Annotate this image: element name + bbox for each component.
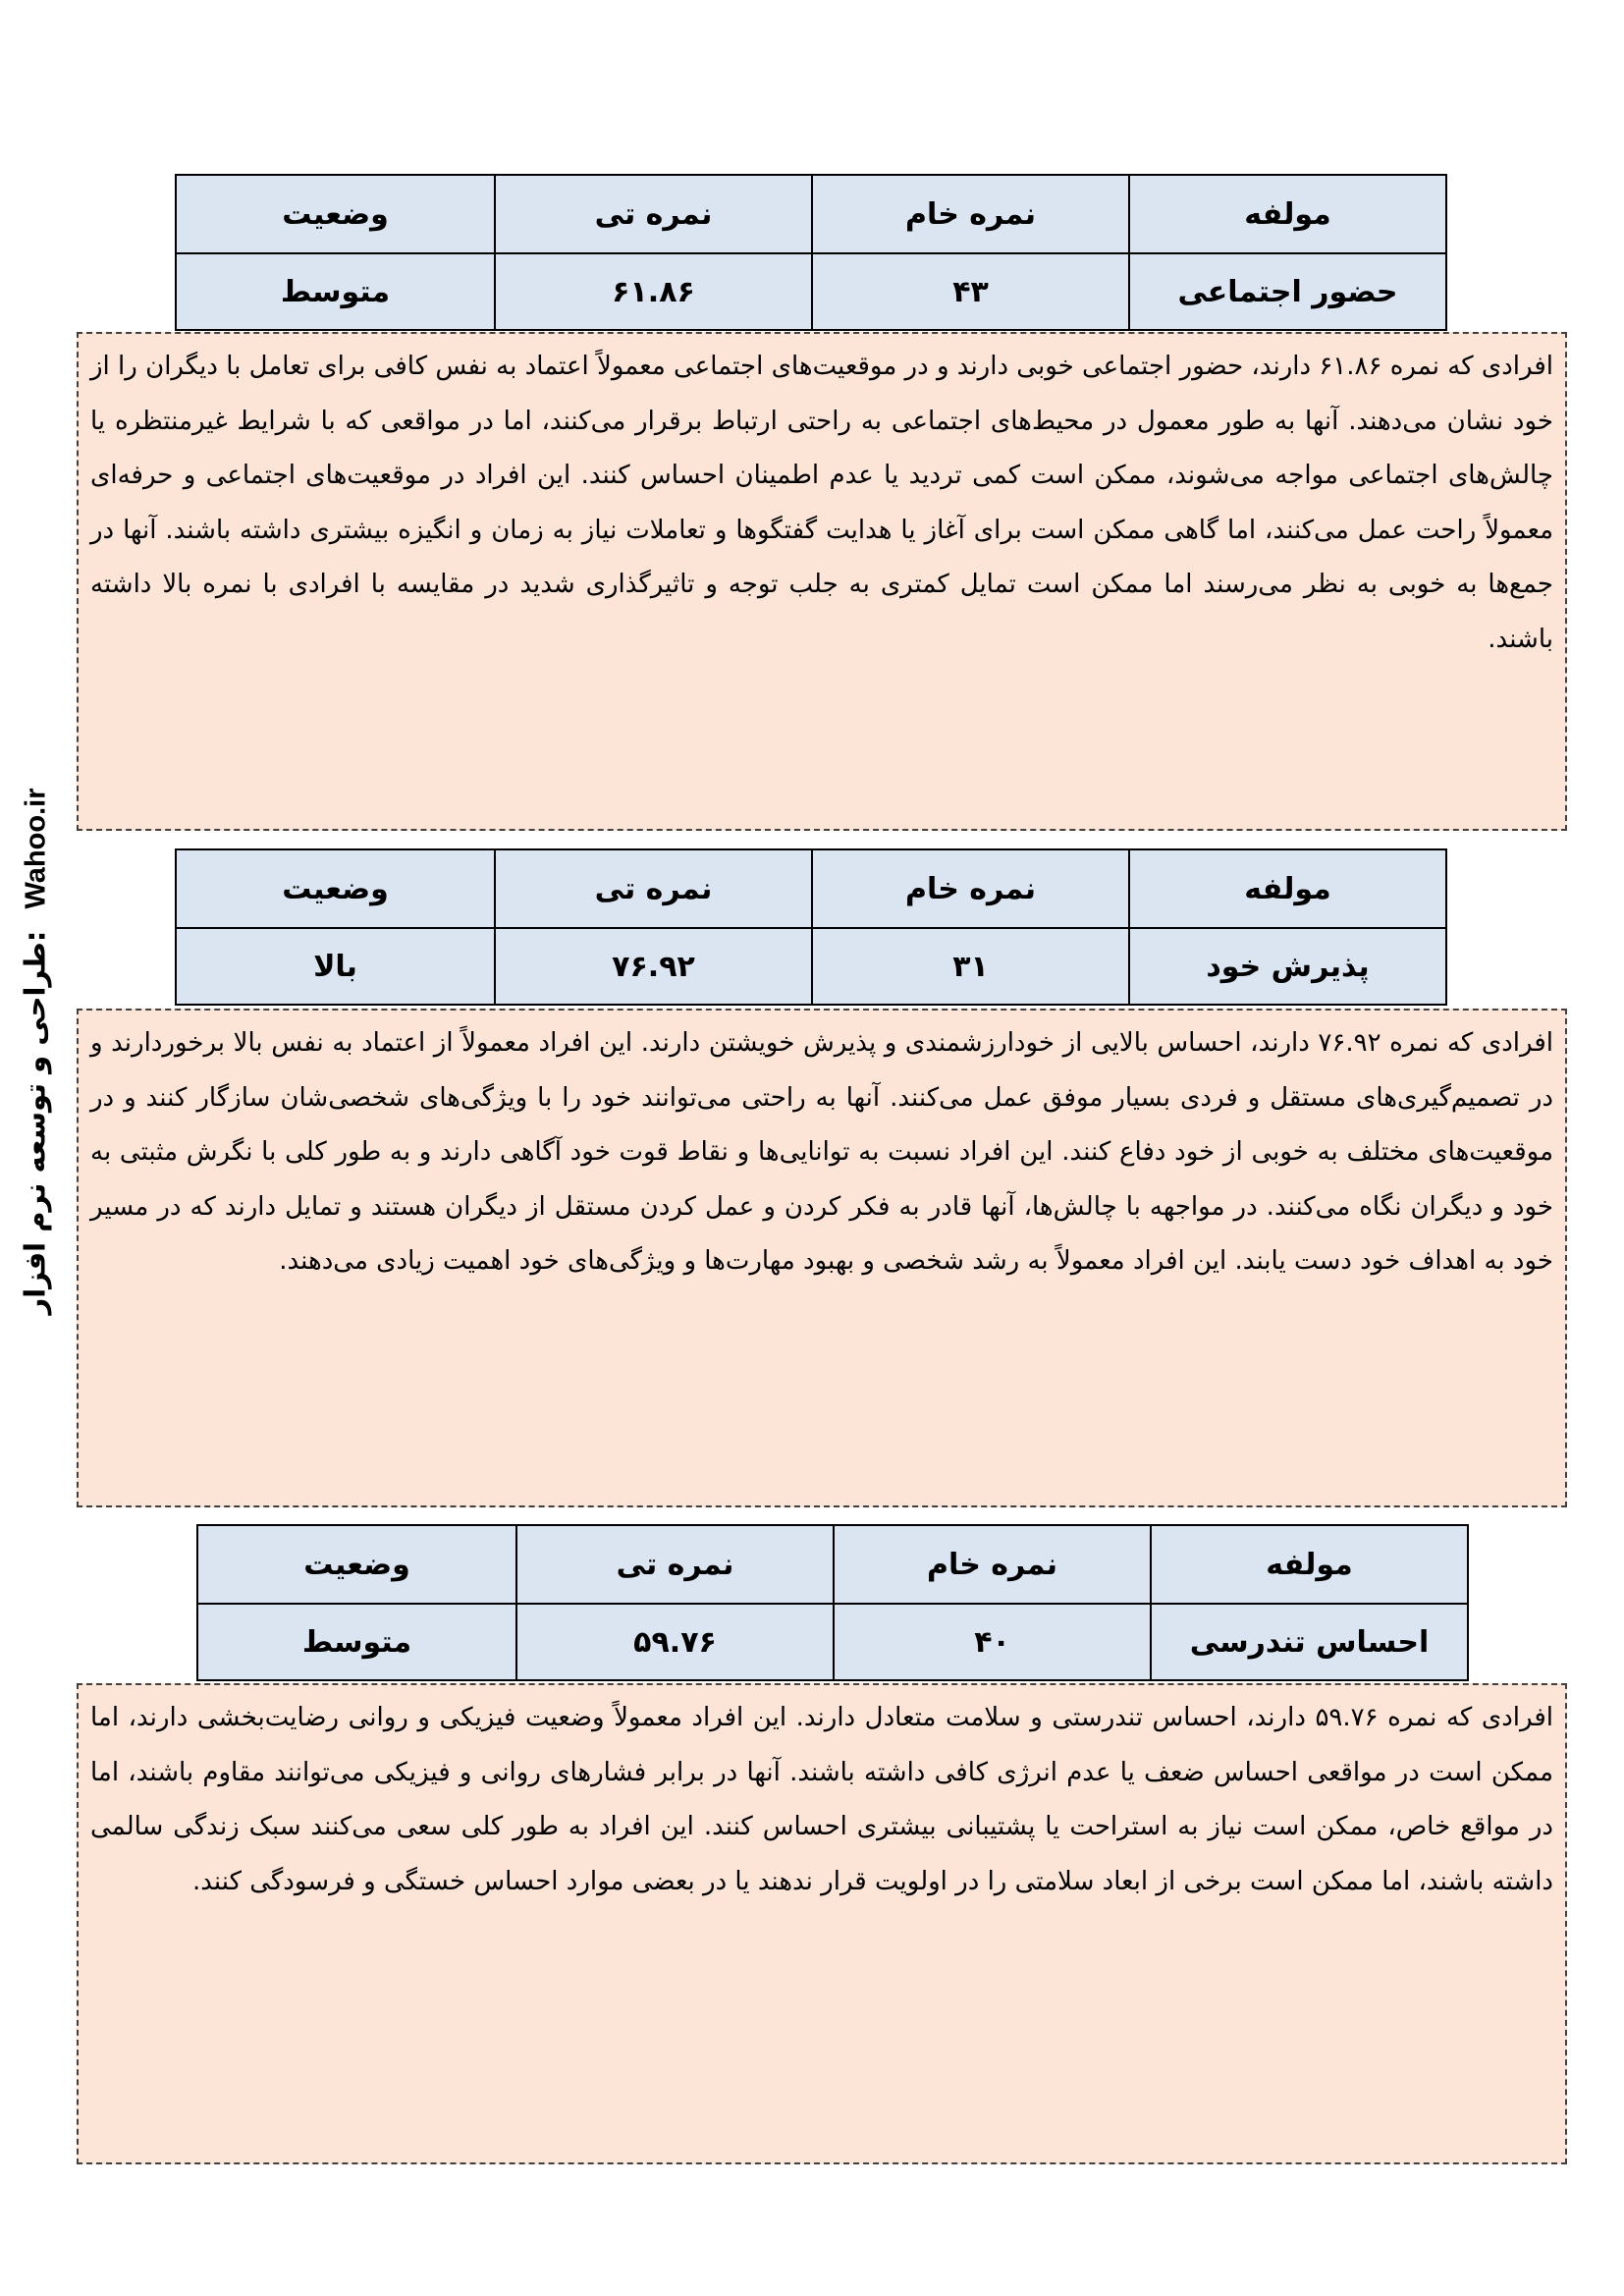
description-text: افرادی که نمره ۶۱.۸۶ دارند، حضور اجتماعی خوبی دارند و در موقعیت‌های اجتماعی معمولاً اعتماد به نفس کافی برای تعامل با دیگران را از خود نشان می‌دهند. آنها به طور معمول در محیط‌های اجتماعی به راحتی ارتباط برقرار می‌کنند، اما در مواقعی که با شرایط غیرمنتظره یا چالش‌های اجتماعی مواجه می‌شوند، ممکن است کمی تردید یا عدم اطمینان احساس کنند. این افراد در موقعیت‌های اجتماعی و حرفه‌ای معمولاً راحت عمل می‌کنند، اما گاهی ممکن است برای آغاز یا هدایت گفتگوها و تعاملات نیاز به زمان و انگیزه بیشتری داشته باشند. آنها در جمع‌ها به خوبی به نظر می‌رسند اما ممکن است تمایل کمتری به جلب توجه و تاثیرگذاری شدید در مقایسه با افرادی با نمره بالا داشته باشند. bbox=[90, 352, 1553, 654]
side-credit bbox=[6, 766, 65, 1336]
header-raw: نمره خام bbox=[834, 1525, 1151, 1604]
header-status: وضعیت bbox=[176, 175, 495, 253]
credit-title: طراحی و توسعه نرم افزار: bbox=[18, 930, 52, 1314]
component-value: حضور اجتماعی bbox=[1129, 253, 1446, 330]
description-box-2 bbox=[77, 1009, 1567, 1507]
credit-site: Wahoo.ir bbox=[20, 788, 52, 908]
component-value: احساس تندرسی bbox=[1151, 1604, 1468, 1680]
header-t: نمره تی bbox=[516, 1525, 834, 1604]
header-t: نمره تی bbox=[495, 175, 812, 253]
score-table-3 bbox=[196, 1524, 1469, 1681]
status-value: متوسط bbox=[197, 1604, 516, 1680]
description-text: افرادی که نمره ۵۹.۷۶ دارند، احساس تندرستی و سلامت متعادل دارند. این افراد معمولاً وضعیت فیزیکی و روانی رضایت‌بخشی دارند، اما ممکن است در مواقعی احساس ضعف یا عدم انرژی کافی داشته باشند. آنها در برابر فشارهای روانی و فیزیکی می‌توانند مقاوم باشند، اما در مواقع خاص، ممکن است نیاز به استراحت یا پشتیبانی بیشتری احساس کنند. این افراد به طور کلی سعی می‌کنند سبک زندگی سالمی داشته باشند، اما ممکن است برخی از ابعاد سلامتی را در اولویت قرار ندهند یا در بعضی موارد احساس خستگی و فرسودگی کنند. bbox=[90, 1703, 1553, 1896]
description-box-1 bbox=[77, 332, 1567, 831]
header-status: وضعیت bbox=[176, 849, 495, 928]
raw-score-value: ۴۰ bbox=[834, 1604, 1151, 1680]
raw-score-value: ۳۱ bbox=[812, 928, 1129, 1005]
header-component: مولفه bbox=[1129, 175, 1446, 253]
header-t: نمره تی bbox=[495, 849, 812, 928]
header-component: مولفه bbox=[1129, 849, 1446, 928]
status-value: متوسط bbox=[176, 253, 495, 330]
status-value: بالا bbox=[176, 928, 495, 1005]
t-score-value: ۵۹.۷۶ bbox=[516, 1604, 834, 1680]
description-box-3 bbox=[77, 1683, 1567, 2164]
header-component: مولفه bbox=[1151, 1525, 1468, 1604]
header-status: وضعیت bbox=[197, 1525, 516, 1604]
score-table-1 bbox=[175, 174, 1447, 331]
header-raw: نمره خام bbox=[812, 849, 1129, 928]
component-value: پذیرش خود bbox=[1129, 928, 1446, 1005]
header-raw: نمره خام bbox=[812, 175, 1129, 253]
raw-score-value: ۴۳ bbox=[812, 253, 1129, 330]
description-text: افرادی که نمره ۷۶.۹۲ دارند، احساس بالایی از خودارزشمندی و پذیرش خویشتن دارند. این افراد معمولاً از اعتماد به نفس بالا برخوردارند و در تصمیم‌گیری‌های مستقل و فردی بسیار موفق عمل می‌کنند. آنها به راحتی می‌توانند خود را با ویژگی‌های شخصی‌شان سازگار کنند و در موقعیت‌های مختلف به خوبی از خود دفاع کنند. این افراد نسبت به توانایی‌ها و نقاط قوت خود آگاهی دارند و به طور کلی با نگرش مثبتی به خود و دیگران نگاه می‌کنند. در مواجهه با چالش‌ها، آنها قادر به فکر کردن و عمل کردن مستقل از دیگران هستند و تمایل دارند که در مسیر خود به اهداف خود دست یابند. این افراد معمولاً به رشد شخصی و بهبود مهارت‌ها و ویژگی‌های خود اهمیت زیادی می‌دهند. bbox=[90, 1028, 1553, 1276]
t-score-value: ۶۱.۸۶ bbox=[495, 253, 812, 330]
score-table-2 bbox=[175, 848, 1447, 1006]
t-score-value: ۷۶.۹۲ bbox=[495, 928, 812, 1005]
